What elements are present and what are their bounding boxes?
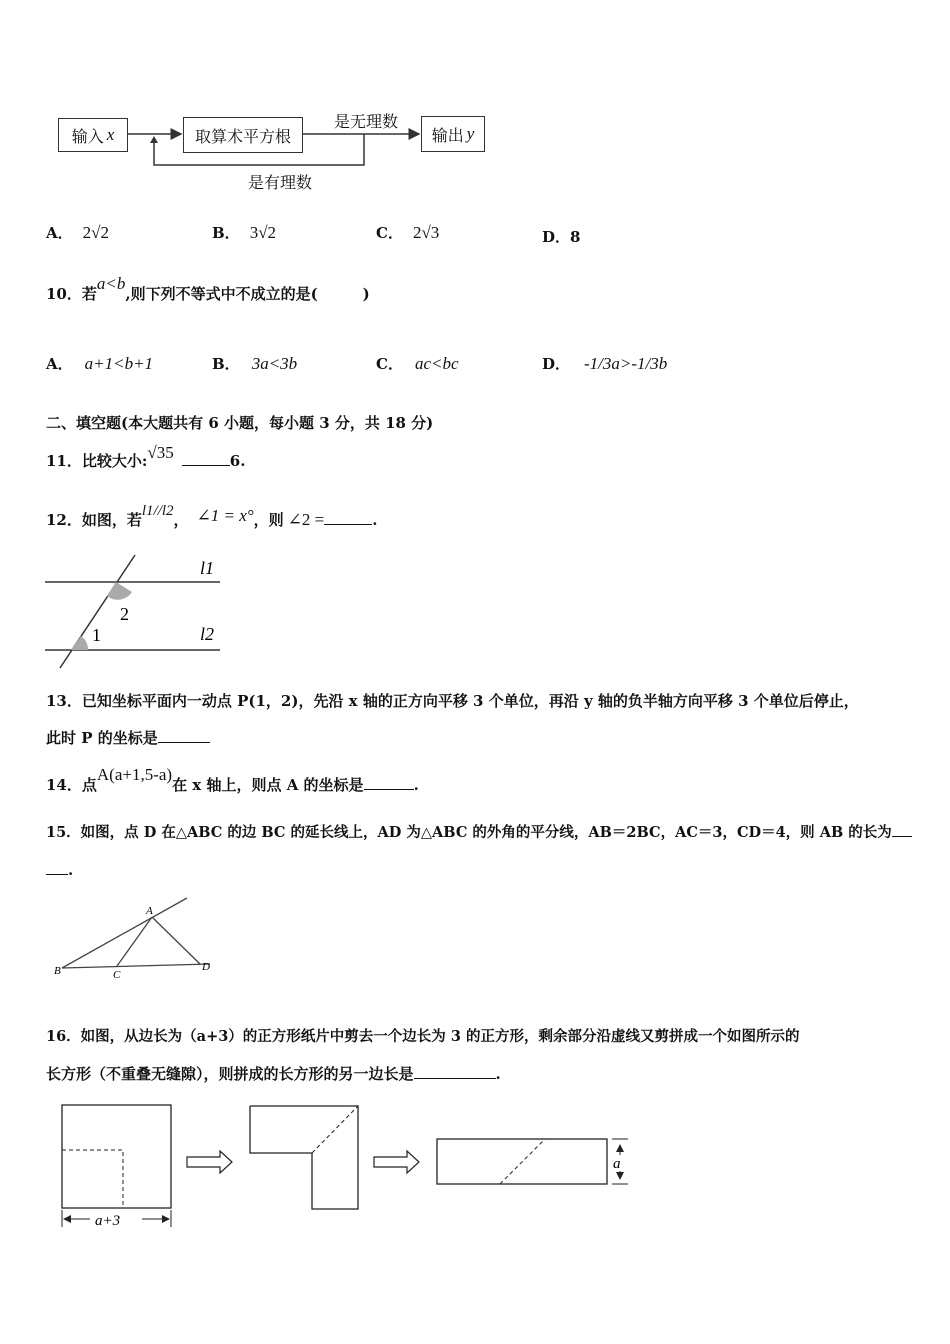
option-letter: A． [46,224,73,242]
flow-process-label: 取算术平方根 [194,126,291,146]
q12-angle1: ∠1 = x° [196,506,254,525]
label-a: A [146,905,153,917]
q10-condition: a<b [96,274,126,293]
q11-answer-blank[interactable] [182,451,230,466]
q16-answer-blank[interactable] [414,1064,496,1079]
angle1-mark [71,636,88,650]
q12-end: . [372,511,378,529]
option-letter: A． [46,355,73,373]
angle2-mark [107,582,132,600]
label-l2: l2 [200,624,215,644]
option-letter: C． [376,224,403,242]
option-value: 2√2 [82,223,109,242]
label-angle2: 2 [120,604,129,624]
q14-prefix: 14．点 [46,776,97,794]
l-shape [250,1106,358,1209]
q10-number: 10．若 [46,285,97,303]
big-square [62,1105,171,1208]
q16-figure [50,1095,650,1240]
q11-radical: √35 [147,443,174,462]
q15-end: . [68,861,74,879]
q11-suffix: 6. [229,452,246,470]
q14-stem [46,765,419,795]
q15-line1 [46,821,912,842]
q13-answer-blank[interactable] [158,728,210,743]
option-value: 3√2 [249,223,277,242]
q15-figure [50,892,225,984]
option-letter: B． [212,355,240,373]
q10-option-d [542,353,667,374]
label-d: D [202,961,210,973]
q13-line2 [46,727,210,748]
q14-answer-blank[interactable] [364,775,414,790]
q12-figure [40,550,240,670]
label-b: B [54,965,61,977]
label-c: C [113,969,121,981]
q11-prefix: 11．比较大小: [46,452,148,470]
q12-stem [46,503,378,530]
cut-square-outline [62,1150,123,1208]
q12-answer-blank[interactable] [324,510,372,525]
q10-option-a [46,353,153,374]
q11-stem [46,443,246,471]
q15-answer-blank-1[interactable] [892,822,912,837]
q15-text: 15．如图，点 D 在△ABC 的边 BC 的延长线上，AD 为△ABC 的外角的平分线，AB＝2BC，AC＝3，CD＝4，则 AB 的长为 [46,824,892,841]
q12-parallel: l1//l2 [141,503,174,519]
arrow-right-icon [187,1151,232,1173]
q9-option-b [212,222,276,243]
section-2-heading: 二、填空题(本大题共有 6 小题，每小题 3 分，共 18 分) [46,414,434,432]
segment-bd [62,964,210,968]
l-shape-cut-line [312,1106,358,1153]
label-side: a+3 [95,1213,121,1229]
option-letter: D． [542,355,571,373]
flow-input-var: x [106,125,115,144]
q12-prefix: 12．如图，若 [46,511,142,529]
q12-sep: ， [173,511,189,529]
q10-option-b [212,353,297,374]
q9-option-a [46,222,109,243]
q10-option-c [376,353,459,374]
option-value: ac<bc [414,354,459,373]
option-value: -1/3a>-1/3b [584,354,668,373]
q12-angle2: ∠2 = [287,510,325,529]
q15-answer-blank-2[interactable] [46,860,68,875]
flow-rational-label: 是有理数 [248,173,313,192]
q16-text: 长方形（不重叠无缝隙），则拼成的长方形的另一边长是 [46,1065,414,1083]
rectangle-cut-line [500,1139,545,1184]
label-l1: l1 [200,558,215,578]
q9-option-d [542,226,580,247]
option-letter: D． [542,228,571,246]
label-height: a [613,1156,621,1172]
q13-text: 此时 P 的坐标是 [46,729,158,747]
segment-ad [152,917,200,964]
arrow-right-icon [374,1151,419,1173]
flow-output-label: 输出 [431,125,464,145]
flow-irrational-label: 是无理数 [334,112,399,131]
option-letter: C． [376,355,403,373]
option-value: 8 [570,228,581,246]
flow-output-var: y [466,124,475,143]
q16-line2 [46,1063,501,1084]
q14-point: A(a+1,5-a) [96,765,173,784]
label-angle1: 1 [92,625,101,645]
option-value: a+1<b+1 [84,354,154,373]
q12-mid: ，则 [253,511,284,529]
flow-input-label: 输入 [71,126,104,146]
q16-end: . [495,1065,501,1083]
q15-line2 [46,860,73,879]
q10-stem [46,274,370,304]
option-letter: B． [212,224,240,242]
q13-line1: 13．已知坐标平面内一动点 P(1，2)，先沿 x 轴的正方向平移 3 个单位，再沿 y 轴的负半轴方向平移 3 个单位后停止， [46,692,859,710]
q9-option-c [376,222,439,243]
q16-line1: 16．如图，从边长为（a+3）的正方形纸片中剪去一个边长为 3 的正方形，剩余部分沿虚线又剪拼成一个如图所示的 [46,1028,800,1045]
option-value: 2√3 [412,223,440,242]
q10-text: ,则下列不等式中不成立的是( ) [125,285,370,303]
q14-suffix: 在 x 轴上，则点 A 的坐标是 [172,776,364,794]
q14-end: . [413,776,419,794]
segment-ca [117,917,152,966]
option-value: 3a<3b [251,354,298,373]
